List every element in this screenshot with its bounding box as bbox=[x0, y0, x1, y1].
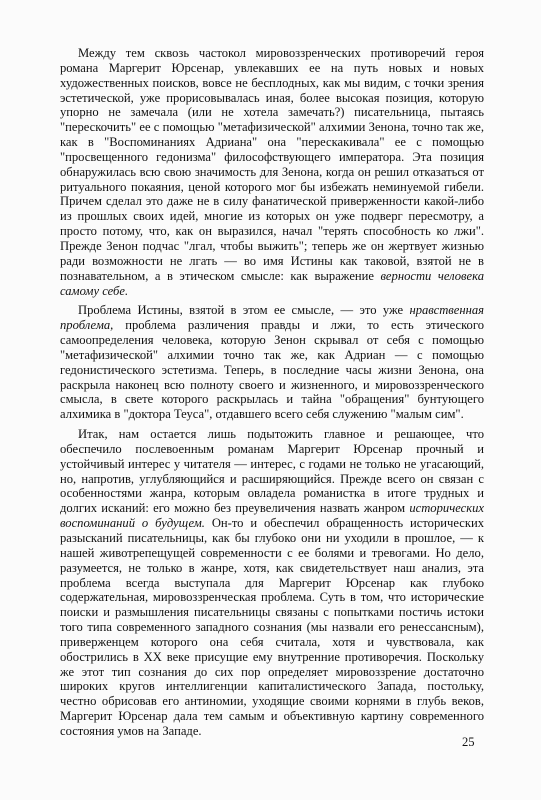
page-number: 25 bbox=[462, 735, 475, 749]
paragraph-2-text-start: Проблема Истины, взятой в этом ее смысле, — это уже bbox=[78, 303, 410, 318]
body-text bbox=[60, 46, 484, 739]
paragraph-3 bbox=[60, 427, 484, 739]
paragraph-3-text-end: Он-то и обеспечил обращенность исторических разысканий писательницы, как бы глубоко они ни уходили в прошлое, — к нашей животрепещущей современности с ее болями и тревогами. Но дело, разумеется, не только в жанре, хотя, как свидетельствует наш анализ, эта проблема всегда выступала для Маргерит Юрсенар как глубоко содержательная, мировоззренческая проблема. Суть в том, что исторические поиски и размышления писательницы связаны с попытками постичь истоки того типа современного западного сознания (мы назвали его ренессансным), приверженцем которого она себя считала, хотя и чувствовала, как обострились в XX веке присущие ему внутренние противоречия. Поскольку же этот тип сознания до сих пор определяет мировоззрение достаточно широких кругов интеллигенции капиталистического Запада, постольку, честно обрисовав его антиномии, уходящие своими корнями в глубь веков, Маргерит Юрсенар дала тем самым и объективную картину современного состояния умов на Западе. bbox=[60, 516, 484, 738]
paragraph-1-text: Между тем сквозь частокол мировоззренческих противоречий героя романа Маргерит Юрсенар, увлекавших ее на путь новых и новых художественных поисков, вовсе не бесплодных, как мы видим, с точки зрения эстетической, уже прорисовывалась иная, более высокая позиция, которую упорно не замечала (или не хотела замечать?) писательница, пытаясь "перескочить" ее с помощью "метафизической" алхимии Зенона, точно так же, как в "Воспоминаниях Адриана" она "перескакивала" ее с помощью "просвещенного гедонизма" философствующего императора. Эта позиция обнаружилась всю свою значимость для Зенона, когда он решил отказаться от ритуального покаяния, ценой которого мог бы избежать неминуемой гибели. Причем сделал это даже не в силу фанатической приверженности какой-либо из прошлых своих идей, многие из которых он уже подверг пересмотру, а просто потому, что, как он выразился, начал "терять способность ко лжи". Прежде Зенон подчас "лгал, чтобы выжить"; теперь же он жертвует жизнью ради возможности не лгать — во имя Истины как таковой, взятой не в познавательном, а в этическом смысле: как выражение bbox=[60, 46, 484, 283]
paragraph-2-italic-phrase: нравственная проблема, bbox=[60, 303, 484, 333]
paragraph-1 bbox=[60, 46, 484, 298]
paragraph-2 bbox=[60, 303, 484, 422]
paragraph-1-italic-phrase: верности человека самому себе. bbox=[60, 268, 484, 298]
paragraph-3-italic-phrase: исторических воспоминаний о будущем. bbox=[60, 501, 484, 531]
paragraph-3-text-start: Итак, нам остается лишь подытожить главное и решающее, что обеспечило послевоенным романам Маргерит Юрсенар прочный и устойчивый интерес у читателя — интерес, с годами не только не угасающий, но, напротив, углубляющийся и расширяющийся. Прежде всего он связан с особенностями жанра, которым овладела романистка в итоге трудных и долгих исканий: его можно без преувеличения назвать жанром bbox=[60, 427, 484, 516]
paragraph-2-text-end: проблема различения правды и лжи, то есть этического самоопределения человека, которую Зенон скрывал от себя с помощью "метафизической" алхимии точно так же, как Адриан — с помощью гедонистического эстетизма. Теперь, в последние часы жизни Зенона, она раскрыла наконец всю полноту своего и жизненного, и мировоззренческого смысла, в свете которого раскрылась и тайна "обращения" бунтующего алхимика в "доктора Теуса", отдавшего всего себя служению "малым сим". bbox=[60, 318, 484, 422]
